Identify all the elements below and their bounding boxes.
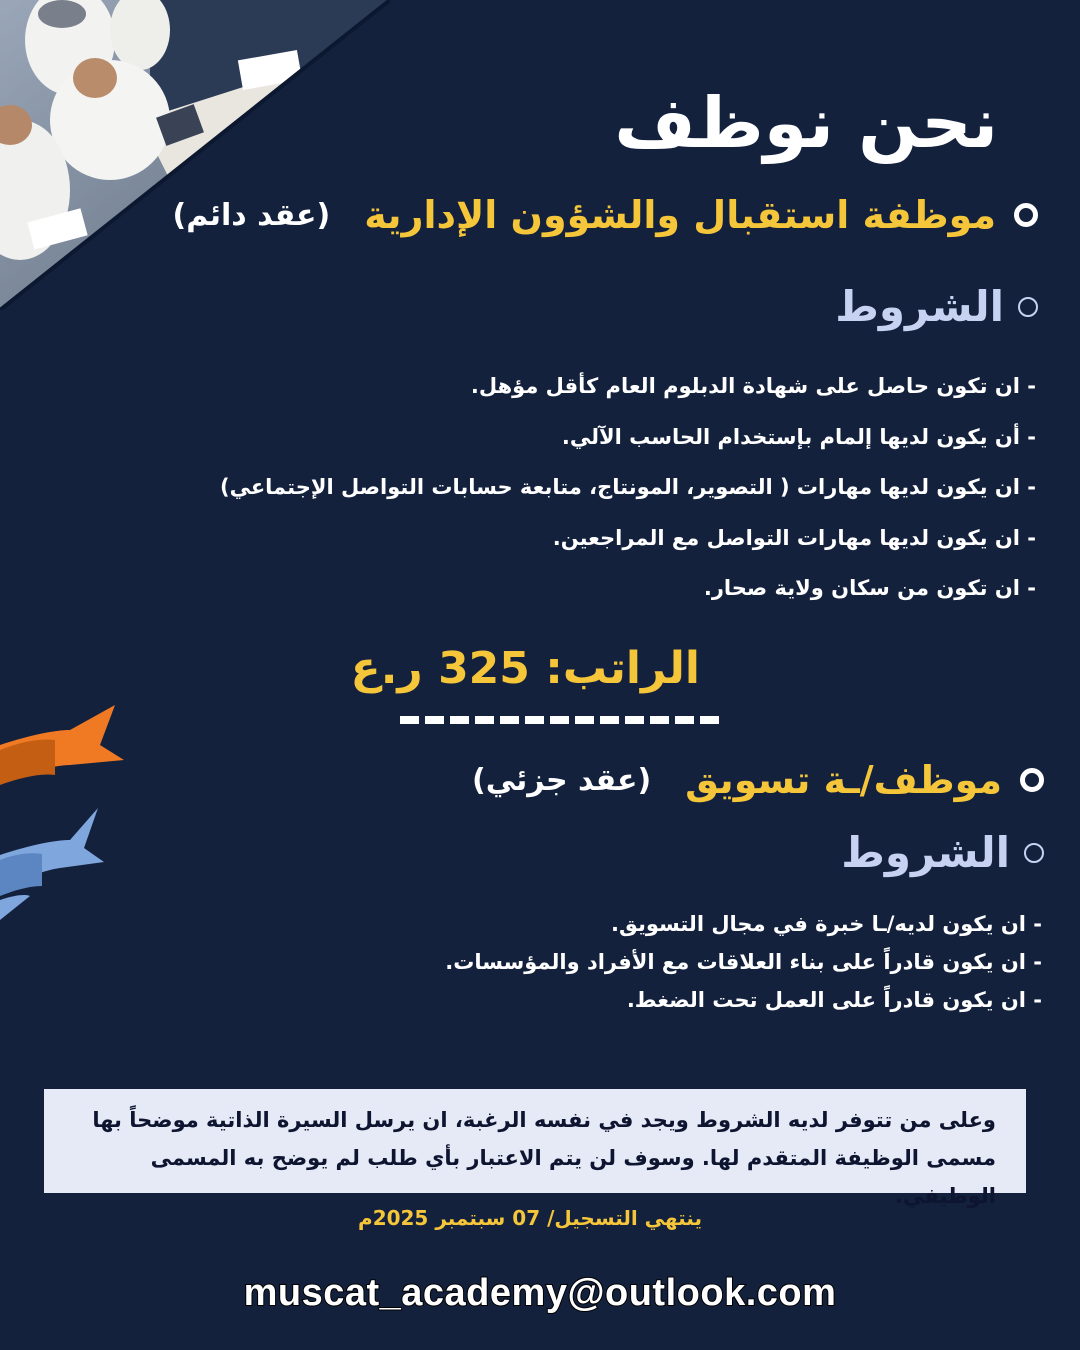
list-item: - ان يكون قادراً على بناء العلاقات مع الأفراد والمؤسسات.: [445, 950, 1042, 974]
list-item: - ان تكون حاصل على شهادة الدبلوم العام كأقل مؤهل.: [470, 374, 1036, 398]
job-2-heading: [472, 758, 1044, 802]
contact-email[interactable]: muscat_academy@outlook.com: [243, 1272, 837, 1314]
job-1-contract: (عقد دائم): [172, 197, 331, 233]
job-2-conditions-heading: [841, 828, 1044, 877]
classroom-photo: [0, 0, 390, 310]
job-2-title: موظف/ـة تسويق: [685, 758, 1002, 802]
list-item: - ان يكون لديها مهارات ( التصوير، المونتاج، متابعة حسابات التواصل الإجتماعي): [219, 475, 1036, 499]
dashed-divider: [400, 716, 720, 724]
job-2-conditions-list: [445, 905, 1042, 1019]
list-item: - ان يكون لديه/ـا خبرة في مجال التسويق.: [611, 912, 1042, 936]
list-item: - ان يكون لديها مهارات التواصل مع المراجعين.: [552, 525, 1036, 550]
bullet-icon: [1020, 768, 1044, 792]
conditions-title: الشروط: [841, 828, 1010, 877]
conditions-title: الشروط: [835, 282, 1004, 331]
page-title: نحن نوظف: [614, 82, 998, 164]
bullet-icon: [1014, 203, 1038, 227]
list-item: - ان تكون من سكان ولاية صحار.: [703, 576, 1036, 600]
job-1-title: موظفة استقبال والشؤون الإدارية: [364, 193, 996, 237]
job-1-heading: [173, 193, 1038, 237]
registration-deadline: ينتهي التسجيل/ 07 سبتمبر 2025م: [358, 1206, 702, 1230]
salary: الراتب: 325 ر.ع: [350, 643, 700, 694]
ribbon-decoration: [0, 690, 130, 934]
application-note: وعلى من تتوفر لديه الشروط ويجد في نفسه الرغبة، ان يرسل السيرة الذاتية موضحاً بها مسمى الوظيفة المتقدم لها. وسوف لن يتم الاعتبار بأي طلب لم يوضح به المسمى الوظيفي.: [44, 1089, 1026, 1193]
job-1-conditions-list: [220, 361, 1036, 614]
job-2-contract: (عقد جزئي): [471, 762, 652, 798]
circle-bullet-icon: [1024, 843, 1044, 863]
job-1-conditions-heading: [835, 282, 1038, 331]
list-item: - ان يكون قادراً على العمل تحت الضغط.: [626, 988, 1042, 1012]
circle-bullet-icon: [1018, 297, 1038, 317]
list-item: - أن يكون لديها إلمام بإستخدام الحاسب الآلي.: [561, 424, 1036, 449]
